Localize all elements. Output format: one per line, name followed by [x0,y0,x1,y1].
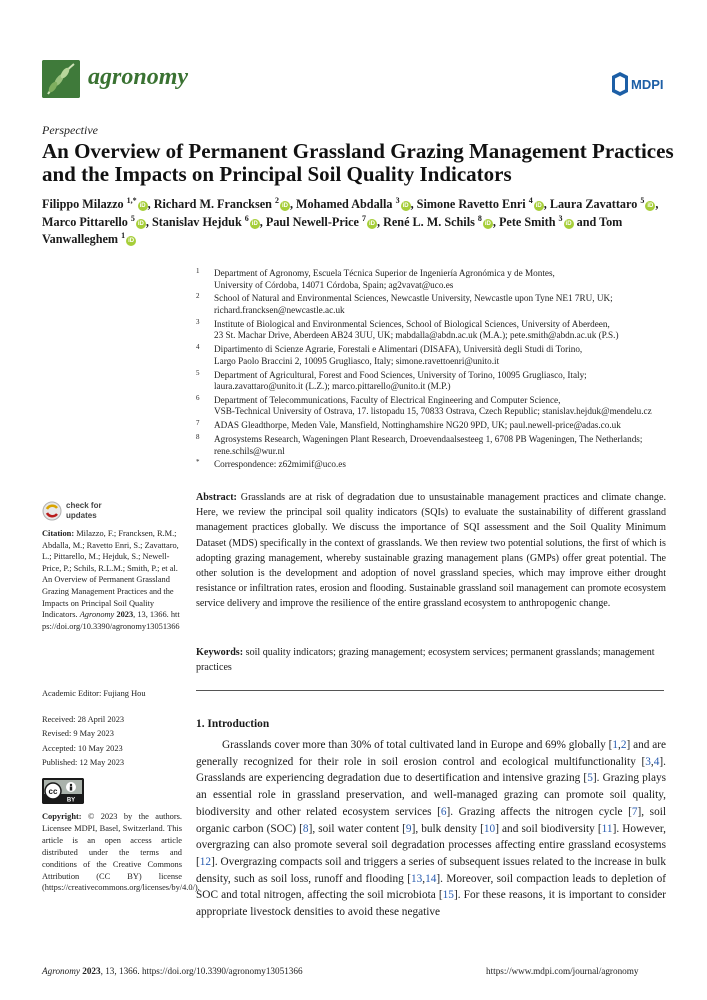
article-type: Perspective [42,123,98,137]
abstract [196,490,666,612]
affiliation-line: ADAS Gleadthorpe, Meden Vale, Mansfield, Nottinghamshire NG20 9PD, UK; paul.newell-price@adas.co.uk [214,420,621,431]
publication-dates [42,713,124,770]
affiliation-item [196,459,666,471]
author-affiliation-sup: 6 [244,213,249,223]
reference-link[interactable]: 3 [645,755,651,768]
affiliation-number: 1 [196,267,200,275]
reference-link[interactable]: 13 [410,872,423,885]
reference-link[interactable]: 14 [425,872,437,885]
footer-year: 2023 [82,966,101,976]
author-separator: , [376,214,381,229]
date-received: Received: 28 April 2023 [42,715,125,724]
author-separator: , [145,214,149,229]
orcid-icon[interactable]: iD [535,203,542,209]
affiliation-item [196,293,666,316]
author-affiliation-sup: 8 [477,213,482,223]
affiliation-item [196,344,666,367]
citation-doi-link[interactable]: https://doi.org/10.3390/agronomy13051366 [42,610,180,631]
footer-journal-url[interactable]: https://www.mdpi.com/journal/agronomy [486,966,639,976]
reference-link[interactable]: 1 [612,739,618,751]
affiliation-number: 2 [196,292,200,301]
author-affiliation-sup: 2 [274,195,279,205]
reference-link[interactable]: 9 [405,822,412,835]
author-affiliation-sup: 1 [121,230,126,240]
author-name: Simone Ravetto Enri [416,197,526,211]
copyright-notice [42,811,200,894]
affiliation-line: Department of Telecommunications, Faculty of Electrical Engineering and Computer Science, [214,394,561,405]
body-text: ] and soil biodiversity [ [495,822,602,835]
orcid-icon[interactable]: iD [137,220,144,227]
affiliation-number: * [196,458,200,467]
keywords-label: Keywords: [196,647,244,658]
body-text: ]. Grazing affects the nitrogen cycle [ [446,805,632,818]
author-affiliation-sup: 5 [640,195,645,205]
body-text: , [650,755,654,768]
abstract-text: Grasslands are at risk of degradation due to unsustainable management practices and climate change. Here, we review the principal soil quality indicators (SQIs) to evaluate the sustainability of different grassland management practices globally. We discuss the importance of SQI assessment and the Soil Quality Minimum Dataset (MDS) specifically in the context of grasslands. We then review two potential solutions, the first of which is adopting grazing management, whereby sustainable grazing management plans (GMPs) offer great potential. The other solution is the development and adoption of novel grassland species, which may improve either drought resistance or infiltration rates, erosion and flooding. Sustainable grassland soil management can promote ecosystem service delivery and improve the resilience of the entire grassland ecosystem to anthropogenic change. [196,492,666,610]
date-published: Published: 12 May 2023 [42,757,125,767]
affiliation-line: Department of Agronomy, Escuela Técnica Superior de Ingeniería Agronómica y de Montes, [214,268,555,278]
journal-logo-icon [42,60,80,98]
article-title: An Overview of Permanent Grassland Grazing Management Practices and the Impacts on Principal Soil Quality Indicators [42,139,674,186]
author-list [42,196,682,249]
reference-link[interactable]: 6 [440,805,447,818]
author-separator: , [655,197,659,211]
affiliation-line: rene.schils@wur.nl [214,445,285,456]
date-accepted: Accepted: 10 May 2023 [42,743,123,753]
affiliation-line: laura.zavattaro@unito.it (L.Z.); marco.pittarello@unito.it (M.P.) [214,381,451,392]
affiliation-item [196,395,666,418]
author-affiliation-sup: 7 [361,213,366,223]
affiliation-number: 4 [196,343,200,352]
reference-link[interactable]: 15 [442,889,454,902]
check-for-label: check for [66,501,102,510]
author-separator-and: and [576,214,597,229]
mdpi-logo[interactable] [612,70,668,103]
orcid-icon[interactable]: iD [402,203,409,209]
author-name: Marco Pittarello [42,214,128,229]
author-name: Paul Newell-Price [265,214,359,229]
check-for-updates-button[interactable] [42,500,112,522]
mdpi-wordmark: MDPI [631,77,664,92]
author-name: Stanislav Hejduk [151,214,242,229]
body-text: ]. Moreover, soil compaction leads to depletion of SOC and total nitrogen, affecting the soil microbiota [ [196,872,666,902]
reference-link[interactable]: 11 [601,822,613,835]
body-text: ]. However, overgrazing can also promote several soil degradation processes affecting entire grassland ecosystems [ [196,822,667,868]
body-text: ]. Overgrazing compacts soil and triggers a series of subsequent issues related to the increase in bulk density, such as soil loss, runoff and flooding [ [196,855,666,885]
body-text: ], soil organic carbon (SOC) [ [196,805,666,835]
body-text: , [618,739,621,751]
affiliation-line: Institute of Biological and Environmental Sciences, School of Biological Sciences, University of Aberdeen, [214,318,610,329]
affiliation-line: Department of Agricultural, Forest and Food Sciences, University of Torino, 10095 Grugliasco, Italy; [214,369,587,380]
affiliation-number: 5 [196,368,200,377]
reference-link[interactable]: 10 [483,822,496,835]
section-heading-introduction: 1. Introduction [196,718,270,730]
academic-editor: Academic Editor: Fujiang Hou [42,689,146,698]
orcid-icon[interactable]: iD [251,220,258,227]
body-text: ]. Grasslands are experiencing degradation due to desertification and intensive grazing [ [196,755,666,785]
reference-link[interactable]: 12 [199,855,212,868]
footer-volume-doi[interactable]: , 13, 1366. https://doi.org/10.3390/agronomy13051366 [100,966,303,976]
author-separator: , [492,214,496,229]
affiliation-item [196,420,666,432]
citation-volume: , 13, 1366. [133,610,169,620]
citation-text: Milazzo, F.; Francksen, R.M.; Abdalla, M.; Ravetto Enri, S.; Zavattaro, L.; Pittarello, M.; Hejduk, S.; Newell-Price, P.; Schils, R.L.M.; Smith, P.; et al. An Overview of Permanent Grassland Grazing Management Practices and the Impacts on Principal Soil Quality Indicators. [42,529,179,620]
body-text: , [422,872,426,885]
date-revised: Revised: 9 May 2023 [42,729,114,739]
affiliation-line: University of Córdoba, 14071 Córdoba, Spain; ag2vavat@uco.es [214,279,454,290]
orcid-icon[interactable]: iD [281,203,288,209]
author-affiliation-sup: 5 [130,213,135,223]
affiliation-item [196,434,666,457]
journal-name[interactable]: agronomy [88,64,189,90]
reference-link[interactable]: 7 [631,805,638,818]
body-text: ]. Grazing plays an essential role in grassland preservation, and well-managed grazing can promote soil quality, biodiversity and other related ecosystem services [ [196,772,667,818]
affiliation-line: VSB-Technical University of Ostrava, 17. listopadu 15, 70833 Ostrava, Czech Republic; stanislav.hejduk@mendelu.cz [214,406,652,417]
author-separator: , [410,197,414,211]
orcid-icon[interactable]: iD [565,220,572,227]
reference-link[interactable]: 2 [620,739,627,751]
affiliation-number: 3 [196,317,200,326]
affiliation-item [196,319,666,342]
author-name: Pete Smith [498,214,556,229]
author-name: Filippo Milazzo [42,197,124,211]
author-name: René L. M. Schils [383,214,475,229]
keywords-text: soil quality indicators; grazing management; ecosystem services; permanent grasslands; management practices [196,647,655,674]
body-text: ], soil water content [ [308,822,406,835]
body-text: ] and are generally recognized for their role in soil erosion control and ecological multifunctionality [ [196,739,667,768]
affiliation-line: Largo Paolo Braccini 2, 10095 Grugliasco, Italy; simone.ravettoenri@unito.it [214,355,500,366]
author-name: Mohamed Abdalla [296,197,393,211]
orcid-icon[interactable]: iD [368,220,375,227]
author-affiliation-sup: 4 [528,195,533,205]
author-name: Tom Vanwalleghem [42,214,623,246]
affiliations [196,268,666,473]
introduction-paragraph [196,737,666,921]
cc-by-label: BY [66,797,76,804]
footer-citation [42,966,303,976]
citation-journal: Agronomy [79,610,115,620]
orcid-icon[interactable]: iD [128,238,135,244]
updates-label: updates [66,510,97,520]
copyright-text: © 2023 by the authors. Licensee MDPI, Basel, Switzerland. This article is an open access article distributed under the terms and conditions of the Creative Commons Attribution (CC BY) license (https://creativecommons.org/licenses/by/4.0/). [42,812,200,893]
author-separator: , [289,197,293,211]
orcid-icon[interactable]: iD [647,203,654,209]
reference-link[interactable]: 5 [587,772,593,785]
reference-link[interactable]: 4 [653,755,660,768]
author-affiliation-sup: 3 [395,195,400,205]
affiliation-number: 6 [196,393,200,402]
affiliation-number: 8 [196,433,200,442]
author-name: Richard M. Francksen [153,197,272,211]
affiliation-number: 7 [196,419,200,428]
author-affiliation-sup: 3 [558,213,563,223]
citation-block [42,528,182,632]
affiliation-line: richard.francksen@newcastle.ac.uk [214,304,345,315]
body-text: ]. For these reasons, it is important to consider appropriate livestock densities to avoid these negative [196,889,666,919]
orcid-icon[interactable]: iD [139,203,146,209]
body-text: ], bulk density [ [411,822,484,835]
orcid-icon[interactable]: iD [484,220,491,227]
affiliation-line: Correspondence: z62mimif@uco.es [214,459,346,470]
affiliation-item [196,268,666,291]
affiliation-line: Agrosystems Research, Wageningen Plant Research, Droevendaalsesteeg 1, 6708 PB Wageningen, The Netherlands; [214,434,643,445]
affiliation-item [196,370,666,393]
reference-link[interactable]: 8 [302,822,309,835]
affiliation-line: 23 St. Machar Drive, Aberdeen AB24 3UU, UK; mabdalla@abdn.ac.uk (M.A.); pete.smith@abdn.ac.uk (P.S.) [214,330,619,341]
svg-text:cc: cc [48,787,58,796]
abstract-label: Abstract: [196,492,237,503]
section-divider [196,690,664,691]
affiliation-line: Dipartimento di Scienze Agrarie, Forestali e Alimentari (DISAFA), Università degli Studi di Torino, [214,344,583,355]
author-separator: , [259,214,263,229]
author-separator: , [543,197,547,211]
footer-journal: Agronomy [42,966,80,976]
body-text: Grasslands cover more than 30% of total cultivated land in Europe and 69% globally [ [222,739,613,751]
affiliation-line: School of Natural and Environmental Sciences, Newcastle University, Newcastle upon Tyne NE1 7RU, UK; [214,293,613,304]
copyright-label: Copyright: [42,812,82,821]
citation-year: 2023 [116,610,134,620]
keywords [196,645,666,675]
author-name: Laura Zavattaro [549,197,638,211]
citation-label: Citation: [42,529,75,538]
cc-by-license-icon[interactable] [42,778,84,804]
author-affiliation-sup: 1,* [126,195,137,205]
author-separator: , [147,197,151,211]
